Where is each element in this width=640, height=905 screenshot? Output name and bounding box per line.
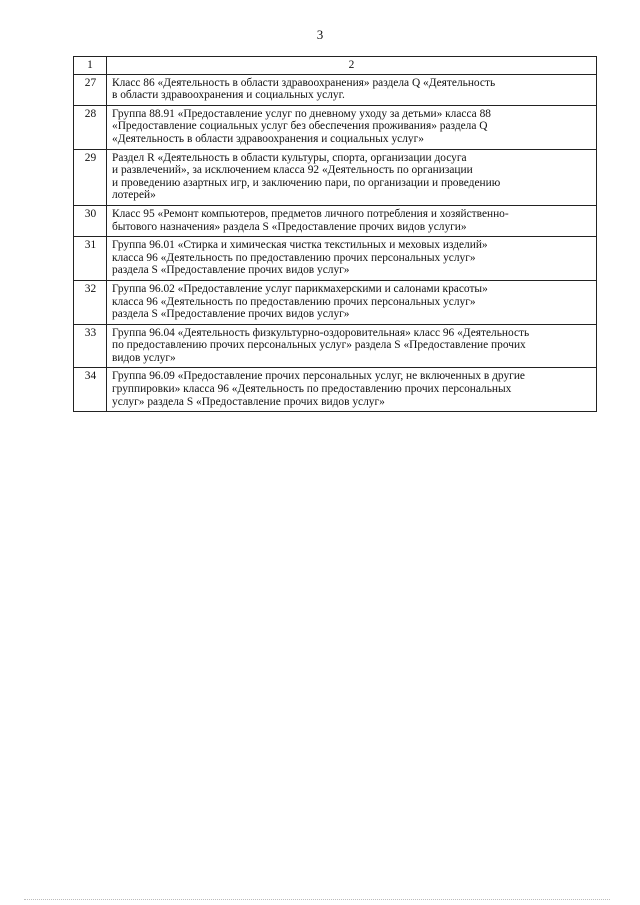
table-row [74, 368, 597, 412]
table-row [74, 237, 597, 281]
row-text: Раздел R «Деятельность в области культуры, спорта, организации досуга и развлечений», за исключением класса 92 «Деятельность по организации и проведению азартных игр, и заключению пари, по организации и проведению лотерей» [107, 149, 597, 205]
table-row [74, 74, 597, 105]
row-text: Группа 96.01 «Стирка и химическая чистка текстильных и меховых изделий» класса 96 «Деятельность по предоставлению прочих персональных услуг» раздела S «Предоставление прочих видов услуг» [107, 237, 597, 281]
table-row [74, 205, 597, 236]
row-text: Группа 96.09 «Предоставление прочих персональных услуг, не включенных в другие группировки» класса 96 «Деятельность по предоставлению прочих персональных услуг» раздела S «Предоставление прочих видов услуг» [107, 368, 597, 412]
row-text: Группа 96.02 «Предоставление услуг парикмахерскими и салонами красоты» класса 96 «Деятельность по предоставлению прочих персональных услуг» раздела S «Предоставление прочих видов услуг» [107, 280, 597, 324]
row-text: Группа 88.91 «Предоставление услуг по дневному уходу за детьми» класса 88 «Предоставление социальных услуг без обеспечения проживания» раздела Q «Деятельность в области здравоохранения и социальных услуг» [107, 105, 597, 149]
row-number: 30 [74, 205, 107, 236]
row-number: 28 [74, 105, 107, 149]
column-header-number: 1 [74, 57, 107, 75]
table-row [74, 324, 597, 368]
row-text: Группа 96.04 «Деятельность физкультурно-оздоровительная» класс 96 «Деятельность по предоставлению прочих персональных услуг» раздела S «Предоставление прочих видов услуг» [107, 324, 597, 368]
services-table [73, 56, 597, 412]
table-row [74, 105, 597, 149]
row-number: 29 [74, 149, 107, 205]
row-number: 31 [74, 237, 107, 281]
scan-edge-divider [24, 899, 610, 900]
row-number: 34 [74, 368, 107, 412]
table-row [74, 149, 597, 205]
table-row [74, 280, 597, 324]
row-number: 32 [74, 280, 107, 324]
table-header-row [74, 57, 597, 75]
row-text: Класс 86 «Деятельность в области здравоохранения» раздела Q «Деятельность в области здравоохранения и социальных услуг. [107, 74, 597, 105]
page-number: 3 [316, 27, 324, 42]
row-number: 33 [74, 324, 107, 368]
row-text: Класс 95 «Ремонт компьютеров, предметов личного потребления и хозяйственно- бытового назначения» раздела S «Предоставление прочих видов услуги» [107, 205, 597, 236]
row-number: 27 [74, 74, 107, 105]
column-header-description: 2 [107, 57, 597, 75]
